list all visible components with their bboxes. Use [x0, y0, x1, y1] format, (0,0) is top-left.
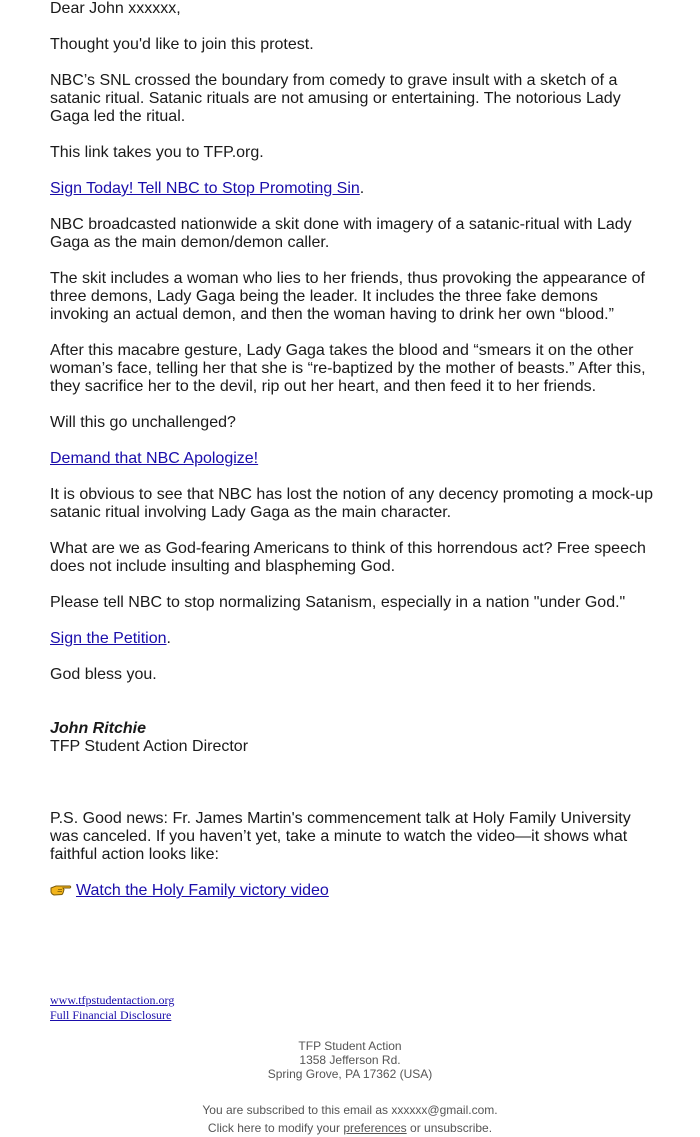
financial-disclosure-link[interactable]: Full Financial Disclosure [50, 1008, 172, 1022]
god-fearing-paragraph: What are we as God-fearing Americans to think of this horrendous act? Free speech does not include insulting and blaspheming God. [50, 540, 646, 575]
question-paragraph: Will this go unchallenged? [50, 414, 236, 431]
broadcast-paragraph: NBC broadcasted nationwide a skit done with imagery of a satanic-ritual with Lady Gaga as the main demon/demon caller. [50, 216, 632, 251]
normalizing-paragraph: Please tell NBC to stop normalizing Satanism, especially in a nation "under God." [50, 594, 626, 611]
preferences-link[interactable]: preferences [343, 1121, 407, 1135]
greeting: Dear John xxxxxx, [50, 0, 181, 17]
decency-paragraph: It is obvious to see that NBC has lost the notion of any decency promoting a mock-up satanic ritual involving Lady Gaga as the main character. [50, 486, 653, 521]
petition-row [50, 630, 660, 648]
sign-today-link[interactable]: Sign Today! Tell NBC to Stop Promoting Sin [50, 180, 360, 197]
modify-line [0, 1119, 700, 1137]
snl-paragraph: NBC’s SNL crossed the boundary from comedy to grave insult with a sketch of a satanic ritual. Satanic rituals are not amusing or entertaining. The notorious Lady Gaga led the ritual. [50, 72, 621, 125]
modify-suffix: or unsubscribe. [406, 1121, 493, 1135]
mailing-address [0, 1039, 700, 1081]
pointing-hand-icon [50, 883, 72, 897]
website-link[interactable]: www.tfpstudentaction.org [50, 993, 175, 1007]
signature-title: TFP Student Action Director [50, 738, 249, 755]
skit-paragraph: The skit includes a woman who lies to her friends, thus provoking the appearance of three demons, Lady Gaga being the leader. It includes the three fake demons invoking an actual demon, and then the woman having to drink her own “blood.” [50, 270, 645, 323]
subscribed-prefix: You are subscribed to this email as [202, 1103, 392, 1117]
modify-prefix: Click here to modify your [207, 1121, 344, 1135]
subscription-notice [0, 1101, 700, 1137]
sign-petition-link[interactable]: Sign the Petition [50, 630, 167, 647]
demand-apology-link[interactable]: Demand that NBC Apologize! [50, 450, 259, 467]
subscribed-line [0, 1101, 700, 1119]
sign-today-row [50, 180, 660, 198]
email-body [50, 0, 660, 918]
apologize-row [50, 450, 660, 468]
intro-paragraph: Thought you'd like to join this protest. [50, 36, 314, 53]
org-name: TFP Student Action [298, 1039, 402, 1053]
subscribed-email: xxxxxx@gmail.com [391, 1103, 495, 1117]
holy-family-video-link[interactable]: Watch the Holy Family victory video [76, 882, 329, 899]
footer-links [50, 993, 174, 1023]
signature-name: John Ritchie [50, 720, 147, 737]
street-address: 1358 Jefferson Rd. [299, 1053, 401, 1067]
city-address: Spring Grove, PA 17362 (USA) [267, 1067, 433, 1081]
postscript: P.S. Good news: Fr. James Martin's commencement talk at Holy Family University was canceled. If you haven’t yet, take a minute to watch the video—it shows what faithful action looks like: [50, 810, 631, 863]
macabre-paragraph: After this macabre gesture, Lady Gaga takes the blood and “smears it on the other woman’s face, telling her that she is “re-baptized by the mother of beasts.” After this, they sacrifice her to the devil, rip out her heart, and then feed it to her friends. [50, 342, 646, 395]
petition-suffix: . [166, 630, 171, 647]
subscribed-suffix: . [494, 1103, 498, 1117]
video-row [50, 882, 660, 900]
link-notice: This link takes you to TFP.org. [50, 144, 264, 161]
signature [50, 720, 660, 756]
closing: God bless you. [50, 666, 157, 683]
sign-today-suffix: . [359, 180, 365, 197]
